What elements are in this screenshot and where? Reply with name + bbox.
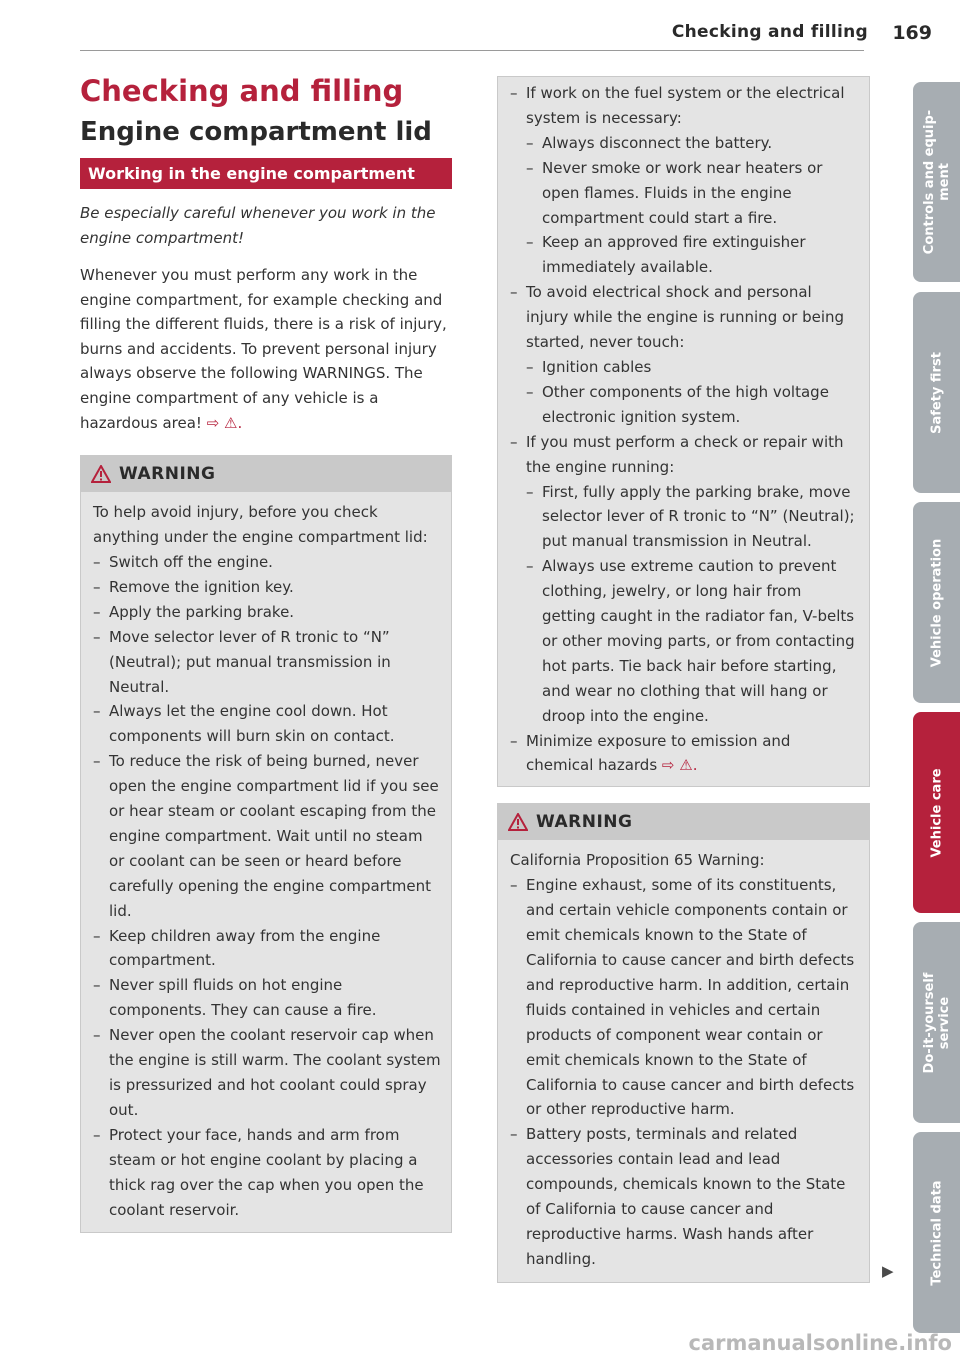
warning-triangle-icon — [508, 813, 528, 831]
sub-list — [526, 131, 857, 280]
chapter-tab-technical-data[interactable] — [913, 1132, 960, 1333]
warning-body — [81, 492, 451, 1232]
chapter-tab-label: Do-it-yourself service — [921, 972, 952, 1073]
chapter-tab-controls[interactable] — [913, 82, 960, 282]
warning-header — [81, 456, 451, 492]
list-item: – Apply the parking brake. — [93, 600, 441, 625]
intro-text: Be especially careful whenever you work in the engine compartment! — [80, 204, 436, 247]
continued-warning-box — [497, 76, 870, 787]
chapter-title: Checking and filling — [80, 74, 404, 108]
sub-list-item: – Ignition cables — [526, 355, 857, 380]
warning-header — [498, 804, 869, 840]
chapter-tab-label: Technical data — [929, 1179, 944, 1286]
chapter-tab-vehicle-care[interactable] — [913, 712, 960, 913]
warning-title: WARNING — [119, 464, 216, 485]
list-item: – Always let the engine cool down. Hot components will burn skin on contact. — [93, 699, 441, 749]
list-item — [510, 729, 857, 779]
list-item: – Protect your face, hands and arm from steam or hot engine coolant by placing a thick rag over the cap when you open the coolant reservoir. — [93, 1123, 441, 1223]
chapter-tab-label: Safety first — [929, 351, 944, 434]
warning-intro: To help avoid injury, before you check anything under the engine compartment lid: — [93, 503, 428, 547]
sub-list — [526, 480, 857, 729]
sub-list-item: – Keep an approved fire extinguisher immediately available. — [526, 230, 857, 280]
sub-list-item: – First, fully apply the parking brake, move selector lever of R tronic to “N” (Neutral); put manual transmission in Neutral. — [526, 480, 857, 555]
list-item — [510, 430, 857, 729]
list-item-text: If you must perform a check or repair with the engine running: — [526, 432, 844, 476]
list-item-text: Minimize exposure to emission and chemical hazards — [526, 731, 791, 775]
chapter-tab-label: Vehicle care — [929, 767, 944, 858]
warning-reference-link[interactable]: ⇨ ⚠. — [661, 756, 698, 775]
list-item: – Never open the coolant reservoir cap when the engine is still warm. The coolant system is pressurized and hot coolant could spray out. — [93, 1023, 441, 1123]
watermark: carmanualsonline.info — [688, 1331, 952, 1355]
chapter-tab-vehicle-operation[interactable] — [913, 502, 960, 703]
list-item: – Battery posts, terminals and related accessories contain lead and lead compounds, chemicals known to the State of California to cause cancer and reproductive harms. Wash hands after handling. — [510, 1122, 859, 1271]
body-paragraph — [80, 263, 452, 435]
warning-intro: California Proposition 65 Warning: — [510, 851, 765, 870]
header-rule — [80, 50, 864, 51]
list-item: – Engine exhaust, some of its constituents, and certain vehicle components contain or emit chemicals known to the State of California to cause cancer and birth defects and reproductive harm. In addition, certain fluids contained in vehicles and certain products of component wear contain or emit chemicals known to the State of California to cause cancer and birth defects or other reproductive harm. — [510, 873, 859, 1122]
body-paragraph-text: Whenever you must perform any work in the engine compartment, for example checking and filling the different fluids, there is a risk of injury, burns and accidents. To prevent personal injury always observe the following WARNINGS. The engine compartment of any vehicle is a hazardous area! — [80, 266, 447, 432]
warning-body — [498, 840, 869, 1281]
running-header: Checking and filling — [671, 22, 868, 42]
chapter-tab-do-it-yourself[interactable] — [913, 922, 960, 1123]
chapter-tab-label: Controls and equip- ment — [921, 109, 952, 255]
warning-box — [497, 803, 870, 1282]
subsection-heading: Working in the engine compartment — [80, 158, 452, 189]
list-item: – To reduce the risk of being burned, never open the engine compartment lid if you see or hear steam or coolant escaping from the engine compartment. Wait until no steam or coolant can be seen or heard before carefully opening the engine compartment lid. — [93, 749, 441, 923]
warning-box — [80, 455, 452, 1233]
list-item: – Never spill fluids on hot engine components. They can cause a fire. — [93, 973, 441, 1023]
warning-triangle-icon — [91, 465, 111, 483]
sub-list-item: – Always use extreme caution to prevent clothing, jewelry, or long hair from getting caught in the radiator fan, V-belts or other moving parts, or from contacting hot parts. Tie back hair before starting, and wear no clothing that will hang or droop into the engine. — [526, 554, 857, 728]
sub-list — [526, 355, 857, 430]
page-number: 169 — [892, 22, 932, 44]
sub-list-item: – Always disconnect the battery. — [526, 131, 857, 156]
list-item: – Switch off the engine. — [93, 550, 441, 575]
chapter-tab-label: Vehicle operation — [929, 538, 944, 667]
list-item-text: To avoid electrical shock and personal injury while the engine is running or being started, never touch: — [526, 283, 845, 352]
warning-list — [93, 550, 441, 1222]
list-item-text: If work on the fuel system or the electrical system is necessary: — [526, 84, 845, 127]
left-column — [80, 74, 452, 1233]
warning-list — [510, 873, 859, 1272]
list-item — [510, 81, 857, 280]
list-item: – Remove the ignition key. — [93, 575, 441, 600]
continued-list — [510, 81, 857, 778]
section-title: Engine compartment lid — [80, 117, 432, 147]
chapter-tab-safety[interactable] — [913, 292, 960, 493]
sub-list-item: – Never smoke or work near heaters or open flames. Fluids in the engine compartment could start a fire. — [526, 156, 857, 231]
list-item — [510, 280, 857, 429]
list-item: – Keep children away from the engine compartment. — [93, 924, 441, 974]
continue-arrow-icon: ▶ — [882, 1262, 894, 1280]
list-item: – Move selector lever of R tronic to “N” (Neutral); put manual transmission in Neutral. — [93, 625, 441, 700]
right-column — [497, 76, 870, 1283]
sub-list-item: – Other components of the high voltage electronic ignition system. — [526, 380, 857, 430]
warning-title: WARNING — [536, 812, 633, 833]
warning-reference-link[interactable]: ⇨ ⚠. — [206, 413, 243, 432]
